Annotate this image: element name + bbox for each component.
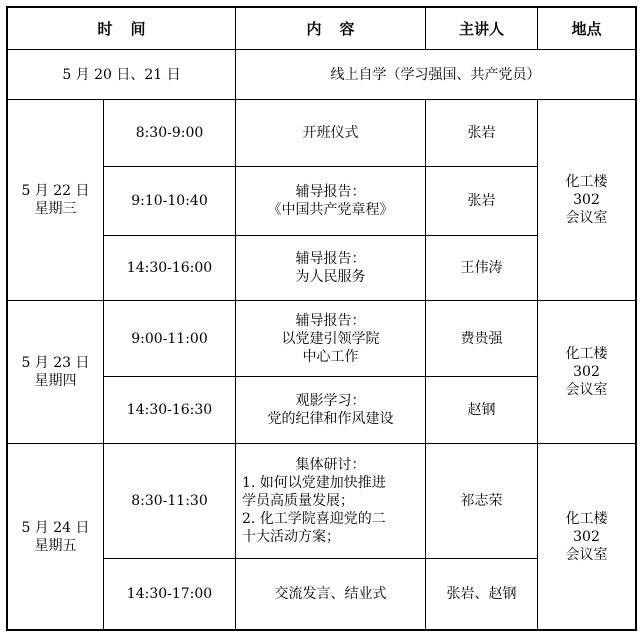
day3-s1-time: 8:30-11:30 [131, 493, 208, 509]
day2-s2-content-line: 观影学习： [295, 393, 366, 409]
day3-location [538, 444, 635, 629]
day1-s1-speaker: 张岩 [467, 125, 496, 141]
day1-s2-content-line: 辅导报告： [295, 184, 366, 200]
day3-date-cell [8, 444, 103, 629]
day2-s1-content-line: 以党建引领学院 [281, 330, 380, 347]
day3-location-line: 会议室 [565, 546, 608, 563]
day1-date-cell [8, 100, 103, 300]
day2-location-line: 会议室 [565, 382, 608, 398]
day3-s1-content-line: 十大活动方案； [242, 529, 340, 545]
day2-s1-speaker: 费贵强 [460, 330, 503, 347]
day2-s1-content [236, 301, 425, 376]
day2-location-line: 化工楼 [565, 346, 608, 362]
day1-location-line: 302 [573, 192, 600, 208]
day3-s2-content [236, 559, 425, 629]
day1-s3-time: 14:30-16:00 [126, 260, 213, 276]
day3-s2-speaker: 张岩、赵钢 [446, 586, 517, 602]
day3-weekday: 星期五 [34, 537, 77, 554]
day2-s2-content-line: 党的纪律和作风建设 [267, 411, 394, 427]
day3-s1-content-line: 集体研讨： [295, 457, 366, 473]
day3-location-line: 化工楼 [565, 510, 608, 527]
day3-s1-content-line: 1. 如何以党建加快推进 [242, 475, 386, 491]
day1-s1-content-line: 开班仪式 [302, 125, 359, 141]
day1-location-line: 化工楼 [565, 174, 608, 190]
header-speaker: 主讲人 [458, 19, 504, 38]
day3-s1-speaker: 祁志荣 [460, 493, 503, 509]
day1-location-line: 会议室 [565, 210, 608, 226]
day1-s2-content-line: 《中国共产党章程》 [267, 202, 394, 218]
header-location: 地点 [571, 19, 602, 38]
day1-s2-time: 9:10-10:40 [131, 193, 208, 209]
day1-s3-content [236, 236, 425, 300]
day1-location [538, 100, 635, 300]
border-bottom [6, 629, 637, 631]
day3-s1-content [236, 444, 425, 558]
day1-s3-content-line: 辅导报告： [295, 251, 366, 267]
day1-s1-content [236, 100, 425, 166]
day2-location [538, 301, 635, 443]
day1-weekday: 星期三 [34, 201, 77, 217]
day2-s1-content-line: 辅导报告： [295, 312, 366, 329]
online-content: 线上自学（学习强国、共产党员） [330, 66, 541, 83]
day1-s2-speaker: 张岩 [467, 193, 496, 209]
day3-s1-content-line: 2. 化工学院喜迎党的二 [242, 511, 386, 527]
day1-date: 5 月 22 日 [21, 183, 90, 199]
day1-s2-content [236, 167, 425, 235]
day1-s1-time: 8:30-9:00 [135, 125, 204, 141]
day3-date: 5 月 24 日 [21, 519, 90, 536]
day1-s3-content-line: 为人民服务 [295, 269, 366, 285]
day3-s1-content-line: 学员高质量发展； [242, 493, 354, 509]
day1-s3-speaker: 王伟涛 [460, 260, 503, 276]
day2-s2-speaker: 赵钢 [467, 402, 496, 418]
day2-s1-time: 9:00-11:00 [131, 330, 208, 347]
day2-s2-time: 14:30-16:30 [126, 402, 213, 418]
header-content: 内容 [306, 19, 373, 38]
header-time: 时间 [97, 19, 164, 38]
day3-location-line: 302 [573, 528, 600, 545]
day2-weekday: 星期四 [34, 373, 77, 389]
day2-s2-content [236, 377, 425, 443]
online-date: 5 月 20 日、21 日 [62, 66, 181, 83]
day2-date: 5 月 23 日 [21, 355, 90, 371]
day2-s1-content-line: 中心工作 [302, 348, 359, 365]
day2-date-cell [8, 301, 103, 443]
day3-s2-content-line: 交流发言、结业式 [274, 586, 387, 602]
day2-location-line: 302 [573, 364, 600, 380]
day3-s2-time: 14:30-17:00 [126, 586, 213, 602]
